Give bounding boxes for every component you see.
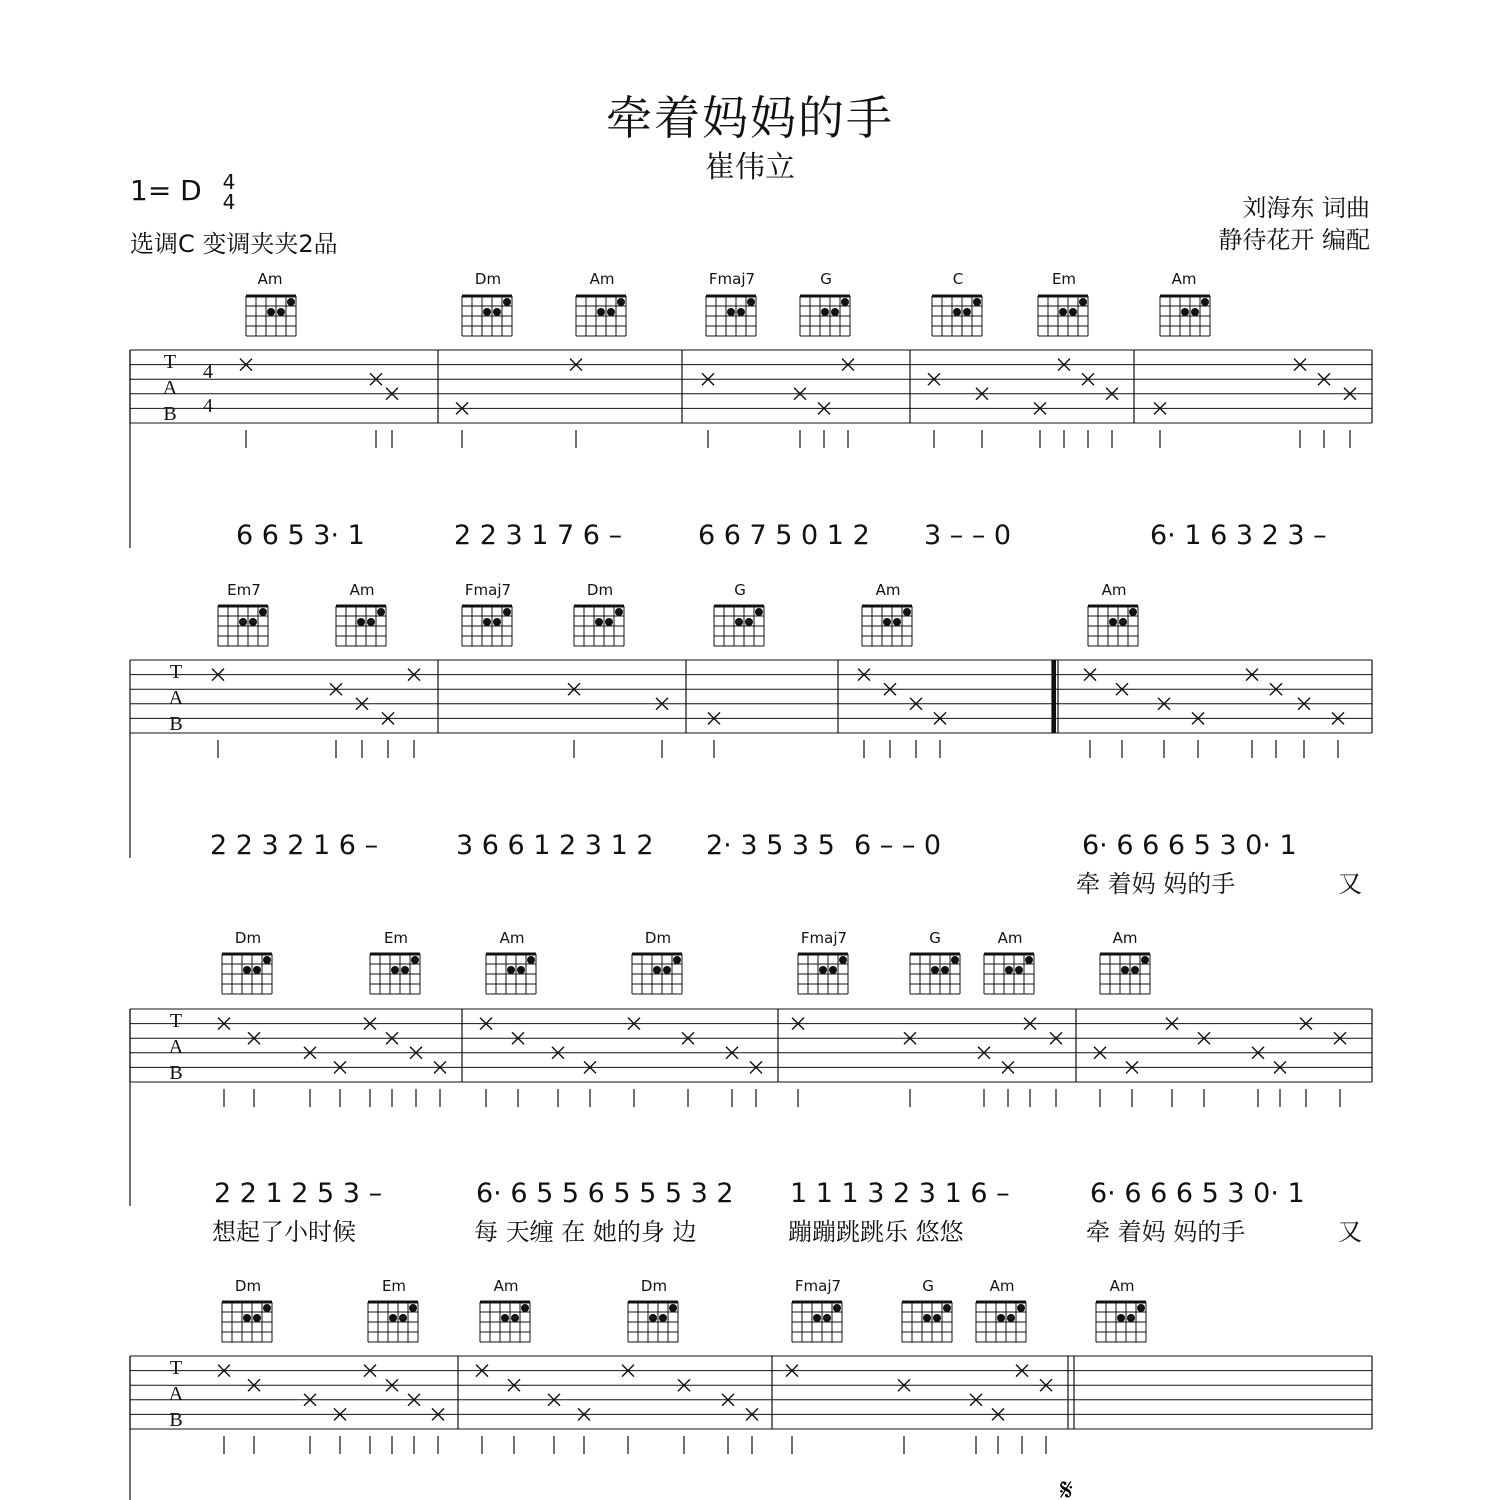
finger-dot	[1121, 966, 1129, 974]
chord-diagram	[628, 1302, 678, 1342]
finger-dot	[287, 298, 295, 306]
chord-diagram	[246, 296, 296, 336]
jianpu-measure: 3 6 6 1 2 3 1 2	[456, 830, 654, 861]
finger-dot	[941, 966, 949, 974]
chord-diagram	[706, 296, 756, 336]
lyric-line: 想起了小时候	[212, 1218, 356, 1246]
chord-label: Am	[997, 929, 1023, 947]
lyric-line: 又	[1338, 1218, 1362, 1246]
chord-diagram	[486, 954, 536, 994]
tab-letter: B	[169, 713, 183, 735]
jianpu-measure: 1 1 1 3 2 3 1 6 –	[790, 1178, 1010, 1209]
tab-clefs	[163, 351, 213, 1431]
tab-letter: T	[169, 1357, 183, 1379]
finger-dot	[1201, 298, 1209, 306]
tab-letter: B	[169, 1409, 183, 1431]
finger-dot	[649, 1314, 657, 1322]
jianpu-measure: 6· 6 6 6 5 3 0· 1	[1082, 830, 1297, 861]
finger-dot	[1069, 308, 1077, 316]
chord-label: Fmaj7	[800, 929, 848, 947]
finger-dot	[399, 1314, 407, 1322]
chord-label: Em	[383, 929, 409, 947]
chord-label: Em7	[227, 581, 261, 599]
jianpu-measure: 6 – – 0	[854, 830, 942, 861]
finger-dot	[493, 308, 501, 316]
tab-letter: T	[169, 1010, 183, 1032]
chord-label: Dm	[644, 929, 672, 947]
tab-letter: B	[163, 403, 177, 425]
finger-dot	[367, 618, 375, 626]
tab-letter: A	[168, 1036, 184, 1058]
chord-diagram	[862, 606, 912, 646]
finger-dot	[931, 966, 939, 974]
chord-label: Fmaj7	[708, 270, 756, 288]
chord-label: G	[929, 929, 941, 947]
chord-diagram	[1160, 296, 1210, 336]
chord-label: Am	[1112, 929, 1138, 947]
chord-diagram	[480, 1302, 530, 1342]
chord-label: Am	[875, 581, 901, 599]
jianpu-measure: 3 – – 0	[924, 520, 1012, 551]
chord-labels	[227, 270, 1196, 1295]
chord-diagram	[932, 296, 982, 336]
finger-dot	[831, 308, 839, 316]
finger-dot	[997, 1314, 1005, 1322]
jianpu-measure: 2· 3 5 3 5	[706, 830, 835, 861]
tab-letter: A	[162, 377, 178, 399]
finger-dot	[483, 618, 491, 626]
finger-dot	[605, 618, 613, 626]
finger-dot	[823, 1314, 831, 1322]
finger-dot	[259, 608, 267, 616]
finger-dot	[883, 618, 891, 626]
finger-dot	[597, 308, 605, 316]
chord-label: Dm	[234, 929, 262, 947]
finger-dot	[1141, 956, 1149, 964]
finger-dot	[1005, 966, 1013, 974]
chord-label: Dm	[234, 1277, 262, 1295]
finger-dot	[411, 956, 419, 964]
finger-dot	[1015, 966, 1023, 974]
chord-diagram	[1096, 1302, 1146, 1342]
chord-label: Am	[1109, 1277, 1135, 1295]
finger-dot	[653, 966, 661, 974]
finger-dot	[1025, 956, 1033, 964]
time-numerator: 4	[222, 170, 236, 194]
chord-label: Am	[499, 929, 525, 947]
finger-dot	[673, 956, 681, 964]
jianpu-lines	[210, 520, 1327, 1209]
finger-dot	[819, 966, 827, 974]
tab-letter: A	[168, 1383, 184, 1405]
finger-dot	[1059, 308, 1067, 316]
finger-dot	[933, 1314, 941, 1322]
finger-dot	[953, 308, 961, 316]
finger-dot	[963, 308, 971, 316]
finger-dot	[841, 298, 849, 306]
finger-dot	[903, 608, 911, 616]
chord-label: Fmaj7	[464, 581, 512, 599]
chord-label: Em	[381, 1277, 407, 1295]
finger-dot	[1137, 1304, 1145, 1312]
tab-letter: T	[163, 351, 177, 373]
finger-dot	[833, 1304, 841, 1312]
finger-dot	[377, 608, 385, 616]
chord-label: Em	[1051, 270, 1077, 288]
finger-dot	[253, 966, 261, 974]
finger-dot	[243, 1314, 251, 1322]
tab-staff	[130, 1009, 1372, 1082]
chord-label: Am	[1171, 270, 1197, 288]
chord-label: Am	[1101, 581, 1127, 599]
jianpu-measure: 2 2 3 1 7 6 –	[454, 520, 623, 551]
finger-dot	[483, 308, 491, 316]
finger-dot	[501, 1314, 509, 1322]
finger-dot	[607, 308, 615, 316]
lyric-line: 又	[1338, 870, 1362, 898]
chord-diagram	[800, 296, 850, 336]
tab-letter: B	[169, 1062, 183, 1084]
chord-label: G	[734, 581, 746, 599]
finger-dot	[357, 618, 365, 626]
chord-diagram	[984, 954, 1034, 994]
tab-staff	[130, 660, 1372, 733]
chord-diagram	[222, 954, 272, 994]
finger-dot	[1117, 1314, 1125, 1322]
finger-dot	[527, 956, 535, 964]
finger-dot	[669, 1304, 677, 1312]
chord-label: Fmaj7	[794, 1277, 842, 1295]
jianpu-measure: 2 2 3 2 1 6 –	[210, 830, 379, 861]
chord-label: Dm	[474, 270, 502, 288]
finger-dot	[755, 608, 763, 616]
chord-diagram	[1100, 954, 1150, 994]
repeat-bar	[1052, 660, 1056, 733]
chord-label: Am	[589, 270, 615, 288]
finger-dot	[727, 308, 735, 316]
chord-diagram	[798, 954, 848, 994]
finger-dot	[1191, 308, 1199, 316]
finger-dot	[893, 618, 901, 626]
finger-dot	[401, 966, 409, 974]
finger-dot	[829, 966, 837, 974]
segno-sign: 𝄋	[1060, 1473, 1073, 1500]
chord-diagram	[1038, 296, 1088, 336]
finger-dot	[521, 1304, 529, 1312]
chord-label: Dm	[586, 581, 614, 599]
finger-dot	[943, 1304, 951, 1312]
jianpu-measure: 6 6 7 5 0 1 2	[698, 520, 870, 551]
lyricist-credit: 刘海东 词曲	[1242, 194, 1370, 222]
chord-diagram	[218, 606, 268, 646]
time-denominator: 4	[222, 190, 236, 214]
finger-dot	[617, 298, 625, 306]
chord-diagram	[976, 1302, 1026, 1342]
finger-dot	[503, 298, 511, 306]
chord-diagram	[368, 1302, 418, 1342]
finger-dot	[595, 618, 603, 626]
chord-label: G	[922, 1277, 934, 1295]
finger-dot	[239, 618, 247, 626]
tab-time-den: 4	[203, 395, 213, 417]
finger-dot	[1007, 1314, 1015, 1322]
jianpu-measure: 6· 6 5 5 6 5 5 5 3 2	[476, 1178, 734, 1209]
chord-diagram	[792, 1302, 842, 1342]
chord-diagram	[902, 1302, 952, 1342]
chord-label: G	[820, 270, 832, 288]
finger-dot	[517, 966, 525, 974]
finger-dot	[389, 1314, 397, 1322]
finger-dot	[821, 308, 829, 316]
chord-diagram	[336, 606, 386, 646]
lyric-line: 牵 着妈 妈的手	[1086, 1218, 1246, 1246]
finger-dot	[1181, 308, 1189, 316]
finger-dot	[973, 298, 981, 306]
chord-label: Dm	[640, 1277, 668, 1295]
chord-diagram	[632, 954, 682, 994]
finger-dot	[507, 966, 515, 974]
finger-dot	[839, 956, 847, 964]
finger-dot	[813, 1314, 821, 1322]
chord-label: C	[952, 270, 964, 288]
chord-diagram	[462, 296, 512, 336]
jianpu-measure: 2 2 1 2 5 3 –	[214, 1178, 383, 1209]
tab-staff	[130, 1356, 1372, 1429]
finger-dot	[493, 618, 501, 626]
arranger-credit: 静待花开 编配	[1218, 226, 1370, 254]
jianpu-measure: 6· 6 6 6 5 3 0· 1	[1090, 1178, 1305, 1209]
chord-label: Am	[257, 270, 283, 288]
jianpu-measure: 6· 1 6 3 2 3 –	[1150, 520, 1327, 551]
finger-dot	[747, 298, 755, 306]
chord-label: Am	[493, 1277, 519, 1295]
chord-diagram	[370, 954, 420, 994]
finger-dot	[1079, 298, 1087, 306]
chord-diagram	[576, 296, 626, 336]
finger-dot	[249, 618, 257, 626]
finger-dot	[263, 1304, 271, 1312]
finger-dot	[263, 956, 271, 964]
finger-dot	[923, 1314, 931, 1322]
finger-dot	[1131, 966, 1139, 974]
finger-dot	[243, 966, 251, 974]
finger-dot	[503, 608, 511, 616]
key-label: 1= D	[130, 174, 202, 207]
chord-label: Am	[349, 581, 375, 599]
finger-dot	[409, 1304, 417, 1312]
lyric-line: 每 天缠 在 她的身 边	[474, 1218, 697, 1246]
chord-label: Am	[989, 1277, 1015, 1295]
finger-dot	[511, 1314, 519, 1322]
tab-staff	[130, 350, 1372, 423]
chord-diagram	[1088, 606, 1138, 646]
chord-diagram	[222, 1302, 272, 1342]
song-title: 牵着妈妈的手	[606, 91, 894, 145]
finger-dot	[663, 966, 671, 974]
tab-letter: T	[169, 661, 183, 683]
finger-dot	[1129, 608, 1137, 616]
finger-dot	[277, 308, 285, 316]
finger-dot	[267, 308, 275, 316]
chord-diagram	[714, 606, 764, 646]
lyric-line: 牵 着妈 妈的手	[1076, 870, 1236, 898]
finger-dot	[735, 618, 743, 626]
finger-dot	[659, 1314, 667, 1322]
finger-dot	[745, 618, 753, 626]
chord-diagram	[462, 606, 512, 646]
finger-dot	[253, 1314, 261, 1322]
finger-dot	[951, 956, 959, 964]
tab-time-num: 4	[203, 361, 213, 383]
chord-diagram	[910, 954, 960, 994]
finger-dot	[1119, 618, 1127, 626]
chord-diagram	[574, 606, 624, 646]
finger-dot	[615, 608, 623, 616]
artist-name: 崔伟立	[705, 150, 795, 185]
jianpu-measure: 6 6 5 3· 1	[236, 520, 365, 551]
finger-dot	[1017, 1304, 1025, 1312]
tab-letter: A	[168, 687, 184, 709]
lyric-line: 蹦蹦跳跳乐 悠悠	[788, 1218, 964, 1246]
capo-note: 选调C 变调夹夹2品	[130, 230, 338, 258]
finger-dot	[1127, 1314, 1135, 1322]
finger-dot	[737, 308, 745, 316]
finger-dot	[391, 966, 399, 974]
finger-dot	[1109, 618, 1117, 626]
